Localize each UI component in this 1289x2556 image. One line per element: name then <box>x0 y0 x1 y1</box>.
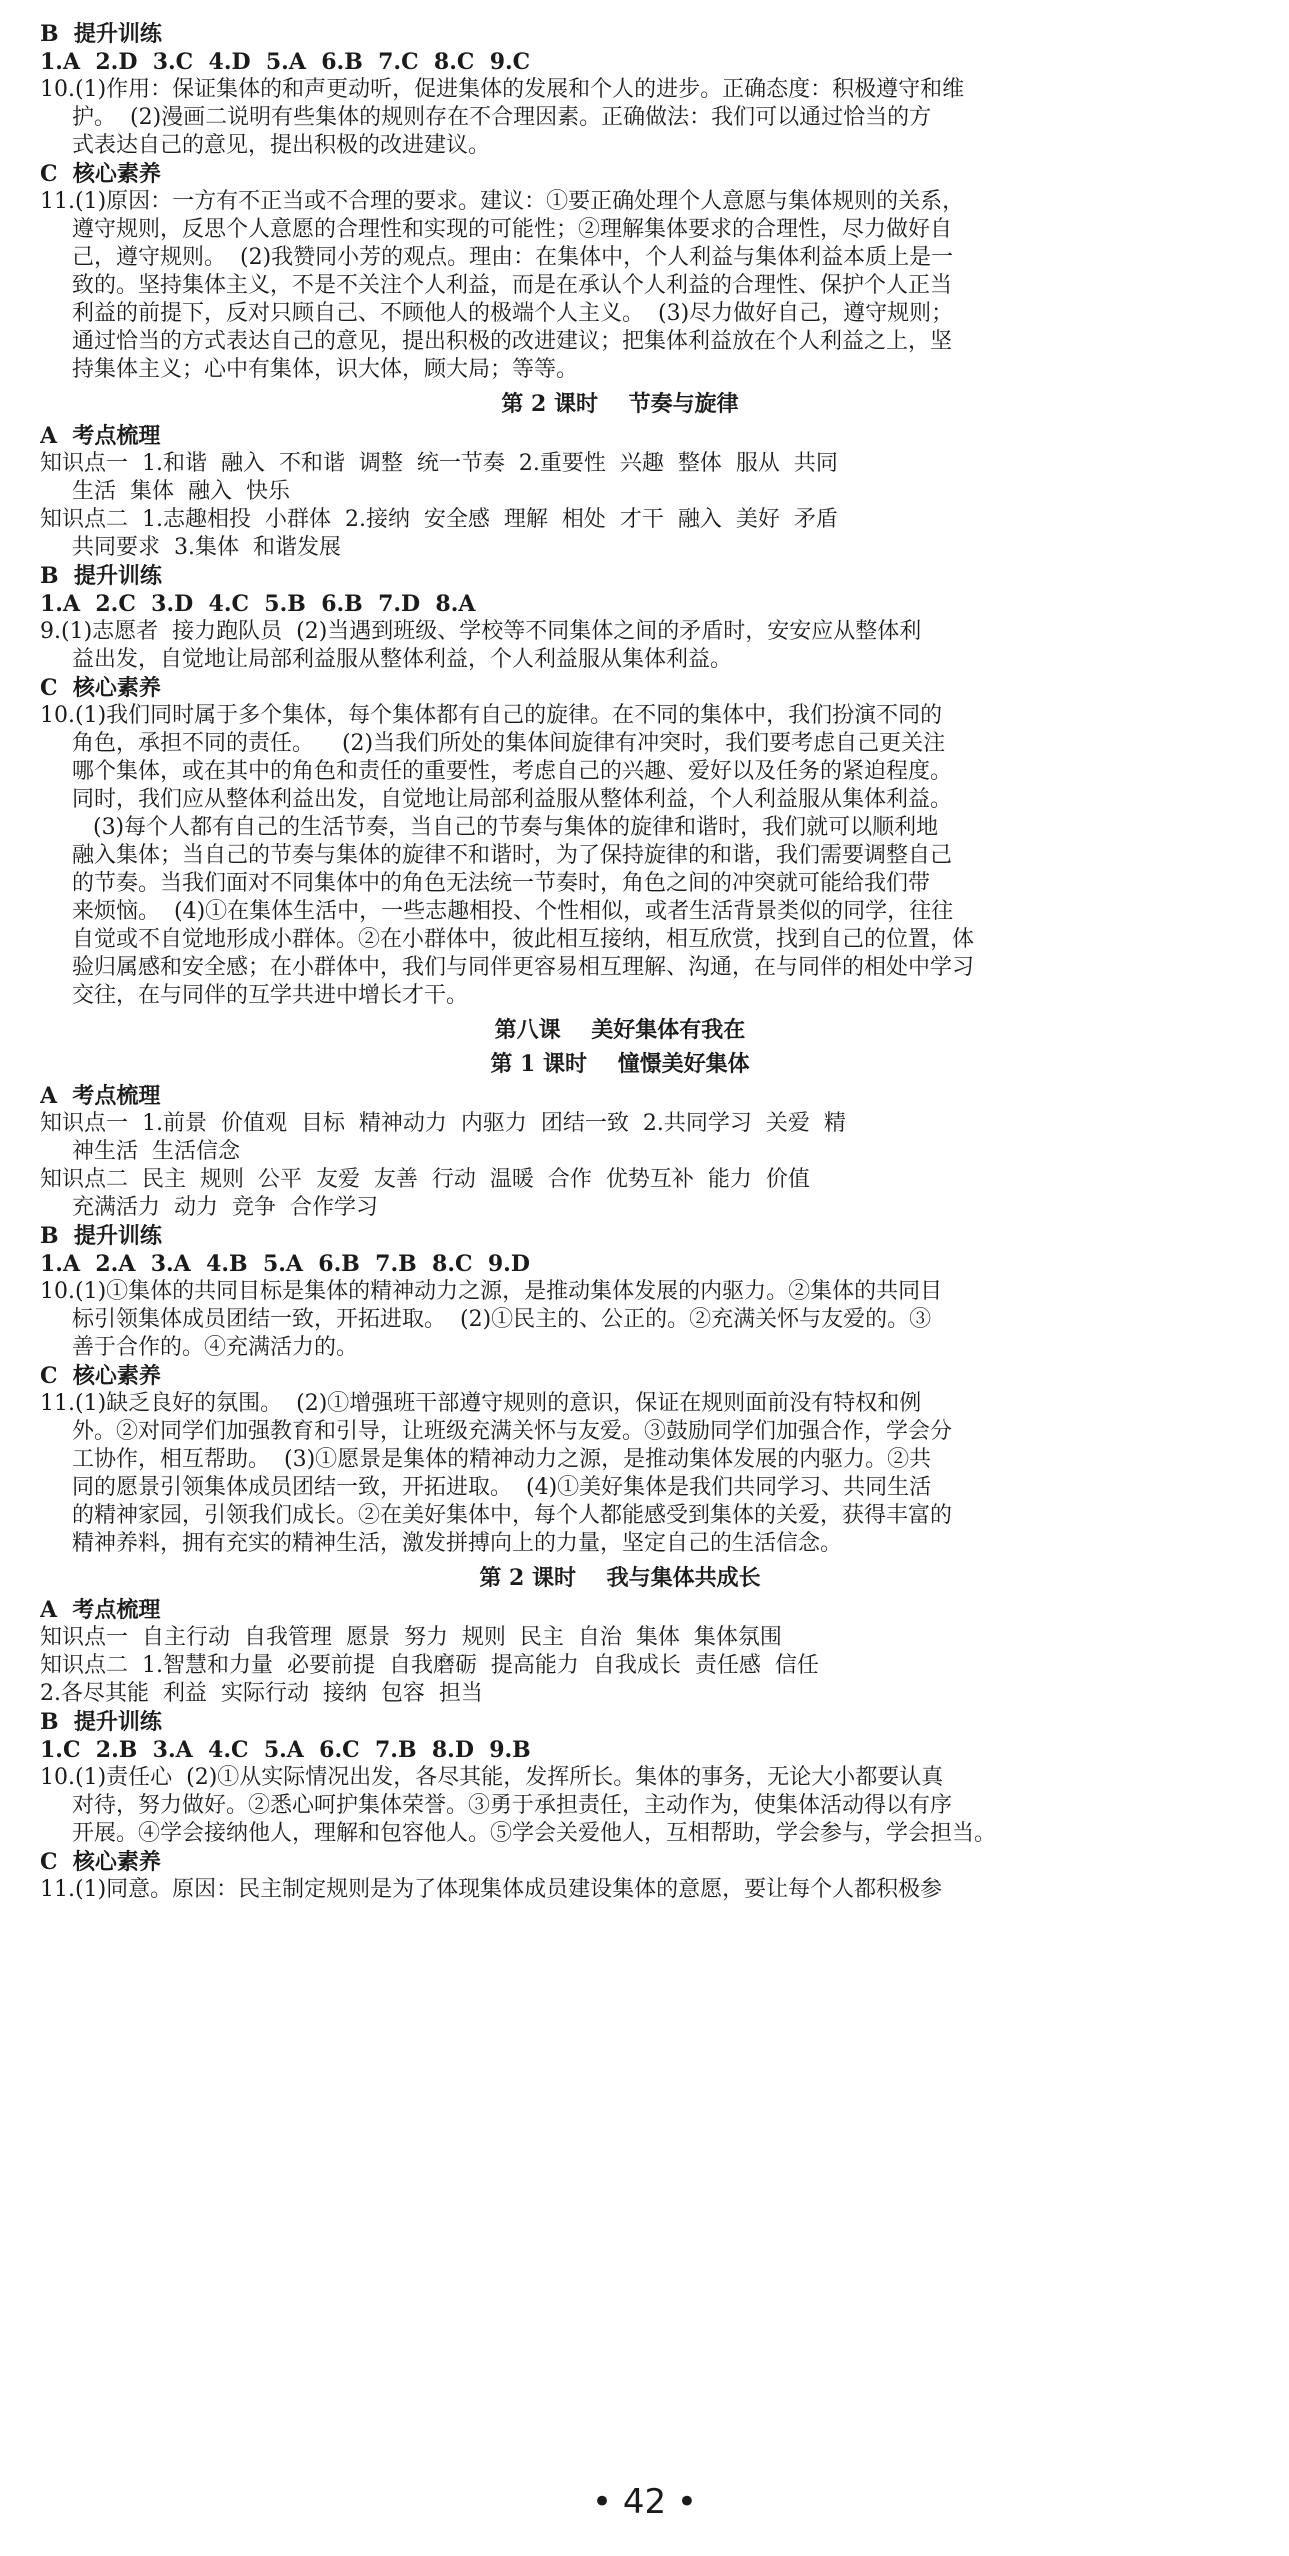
section-line: 1.A 2.C 3.D 4.C 5.B 6.B 7.D 8.A <box>40 591 476 617</box>
text-line: 的节奏。当我们面对不同集体中的角色无法统一节奏时，角色之间的冲突就可能给我们带 <box>72 871 931 896</box>
section-line: B 提升训练 <box>40 563 162 589</box>
text-line: 的精神家园，引领我们成长。②在美好集体中，每个人都能感受到集体的关爱，获得丰富的 <box>72 1503 953 1528</box>
text-line: 知识点一 自主行动 自我管理 愿景 努力 规则 民主 自治 集体 集体氛围 <box>40 1625 782 1650</box>
text-line: 外。②对同学们加强教育和引导，让班级充满关怀与友爱。③鼓励同学们加强合作，学会分 <box>72 1419 953 1444</box>
section-line: C 核心素养 <box>40 1849 161 1875</box>
section-line: A 考点梳理 <box>40 423 161 449</box>
text-line: 己，遵守规则。 (2)我赞同小芳的观点。理由：在集体中，个人利益与集体利益本质上是一 <box>72 245 954 270</box>
text-line: 知识点二 民主 规则 公平 友爱 友善 行动 温暖 合作 优势互补 能力 价值 <box>40 1167 810 1192</box>
text-line: 11.(1)缺乏良好的氛围。 (2)①增强班干部遵守规则的意识，保证在规则面前没有特权和例 <box>40 1391 922 1416</box>
section-line: A 考点梳理 <box>40 1597 161 1623</box>
text-line: 10.(1)①集体的共同目标是集体的精神动力之源，是推动集体发展的内驱力。②集体的共同目 <box>40 1279 943 1304</box>
text-line: 精神养料，拥有充实的精神生活，激发拼搏向上的力量，坚定自己的生活信念。 <box>72 1531 843 1556</box>
text-line: 2.各尽其能 利益 实际行动 接纳 包容 担当 <box>40 1681 483 1706</box>
section-line: C 核心素养 <box>40 675 161 701</box>
text-line: 同时，我们应从整体利益出发，自觉地让局部利益服从整体利益，个人利益服从集体利益。 <box>72 787 953 812</box>
lesson-title: 第八课 美好集体有我在 <box>494 1017 746 1043</box>
text-line: 益出发，自觉地让局部利益服从整体利益，个人利益服从集体利益。 <box>72 647 733 672</box>
text-line: 护。 (2)漫画二说明有些集体的规则存在不合理因素。正确做法：我们可以通过恰当的方 <box>72 105 932 130</box>
text-line: 生活 集体 融入 快乐 <box>72 479 290 504</box>
text-line: 知识点一 1.前景 价值观 目标 精神动力 内驱力 团结一致 2.共同学习 关爱 精 <box>40 1111 846 1136</box>
section-line: 1.A 2.D 3.C 4.D 5.A 6.B 7.C 8.C 9.C <box>40 49 531 75</box>
section-line: B 提升训练 <box>40 1223 162 1249</box>
text-line: 自觉或不自觉地形成小群体。②在小群体中，彼此相互接纳，相互欣赏，找到自己的位置，体 <box>72 927 975 952</box>
text-line: 11.(1)同意。原因：民主制定规则是为了体现集体成员建设集体的意愿，要让每个人都积极参 <box>40 1877 943 1902</box>
text-line: 持集体主义；心中有集体，识大体，顾大局；等等。 <box>72 357 579 382</box>
text-line: 工协作，相互帮助。 (3)①愿景是集体的精神动力之源，是推动集体发展的内驱力。②共 <box>72 1447 932 1472</box>
text-line: 来烦恼。 (4)①在集体生活中，一些志趣相投、个性相似，或者生活背景类似的同学，往往 <box>72 899 954 924</box>
section-line: B 提升训练 <box>40 1709 162 1735</box>
text-line: 同的愿景引领集体成员团结一致，开拓进取。 (4)①美好集体是我们共同学习、共同生活 <box>72 1475 932 1500</box>
text-line: 共同要求 3.集体 和谐发展 <box>72 535 341 560</box>
text-line: 融入集体；当自己的节奏与集体的旋律不和谐时，为了保持旋律的和谐，我们需要调整自己 <box>72 843 953 868</box>
text-line: 开展。④学会接纳他人，理解和包容他人。⑤学会关爱他人，互相帮助，学会参与，学会担当。 <box>72 1821 997 1846</box>
text-line: 通过恰当的方式表达自己的意见，提出积极的改进建议；把集体利益放在个人利益之上，坚 <box>72 329 953 354</box>
text-line: 对待，努力做好。②悉心呵护集体荣誉。③勇于承担责任，主动作为，使集体活动得以有序 <box>72 1793 953 1818</box>
text-line: 知识点一 1.和谐 融入 不和谐 调整 统一节奏 2.重要性 兴趣 整体 服从 共同 <box>40 451 838 476</box>
answer-key-content <box>40 20 1200 1904</box>
text-line: 遵守规则，反思个人意愿的合理性和实现的可能性；②理解集体要求的合理性，尽力做好自 <box>72 217 953 242</box>
text-line: 交往，在与同伴的互学共进中增长才干。 <box>72 983 469 1008</box>
text-line: 知识点二 1.智慧和力量 必要前提 自我磨砺 提高能力 自我成长 责任感 信任 <box>40 1653 819 1678</box>
text-line: 善于合作的。④充满活力的。 <box>72 1335 359 1360</box>
text-line: 10.(1)我们同时属于多个集体，每个集体都有自己的旋律。在不同的集体中，我们扮演不同的 <box>40 703 943 728</box>
text-line: 神生活 生活信念 <box>72 1139 240 1164</box>
text-line: 9.(1)志愿者 接力跑队员 (2)当遇到班级、学校等不同集体之间的矛盾时，安安应从整体利 <box>40 619 922 644</box>
text-line: 哪个集体，或在其中的角色和责任的重要性，考虑自己的兴趣、爱好以及任务的紧迫程度。 <box>72 759 953 784</box>
text-line: 验归属感和安全感；在小群体中，我们与同伴更容易相互理解、沟通，在与同伴的相处中学习 <box>72 955 975 980</box>
text-line: 式表达自己的意见，提出积极的改进建议。 <box>72 133 491 158</box>
text-line: 致的。坚持集体主义，不是不关注个人利益，而是在承认个人利益的合理性、保护个人正当 <box>72 273 953 298</box>
lesson-title: 第 2 课时 节奏与旋律 <box>501 391 739 417</box>
section-line: A 考点梳理 <box>40 1083 161 1109</box>
section-line: 1.C 2.B 3.A 4.C 5.A 6.C 7.B 8.D 9.B <box>40 1737 531 1763</box>
text-line: (3)每个人都有自己的生活节奏，当自己的节奏与集体的旋律和谐时，我们就可以顺利地 <box>72 815 939 840</box>
text-line: 角色，承担不同的责任。 (2)当我们所处的集体间旋律有冲突时，我们要考虑自己更关注 <box>72 731 946 756</box>
text-line: 标引领集体成员团结一致，开拓进取。 (2)①民主的、公正的。②充满关怀与友爱的。③ <box>72 1307 932 1332</box>
text-line: 10.(1)责任心 (2)①从实际情况出发，各尽其能，发挥所长。集体的事务，无论大小都要认真 <box>40 1765 944 1790</box>
text-line: 10.(1)作用：保证集体的和声更动听，促进集体的发展和个人的进步。正确态度：积极遵守和维 <box>40 77 965 102</box>
text-line: 知识点二 1.志趣相投 小群体 2.接纳 安全感 理解 相处 才干 融入 美好 矛盾 <box>40 507 838 532</box>
text-line: 利益的前提下，反对只顾自己、不顾他人的极端个人主义。 (3)尽力做好自己，遵守规则； <box>72 301 954 326</box>
page-number: • 42 • <box>592 2482 697 2522</box>
lesson-title: 第 2 课时 我与集体共成长 <box>479 1565 761 1591</box>
section-line: C 核心素养 <box>40 1363 161 1389</box>
text-line: 充满活力 动力 竞争 合作学习 <box>72 1195 378 1220</box>
text-line: 11.(1)原因：一方有不正当或不合理的要求。建议：①要正确处理个人意愿与集体规则的关系， <box>40 189 965 214</box>
section-line: 1.A 2.A 3.A 4.B 5.A 6.B 7.B 8.C 9.D <box>40 1251 530 1277</box>
section-line: B 提升训练 <box>40 21 162 47</box>
lesson-title: 第 1 课时 憧憬美好集体 <box>490 1051 750 1077</box>
section-line: C 核心素养 <box>40 161 161 187</box>
